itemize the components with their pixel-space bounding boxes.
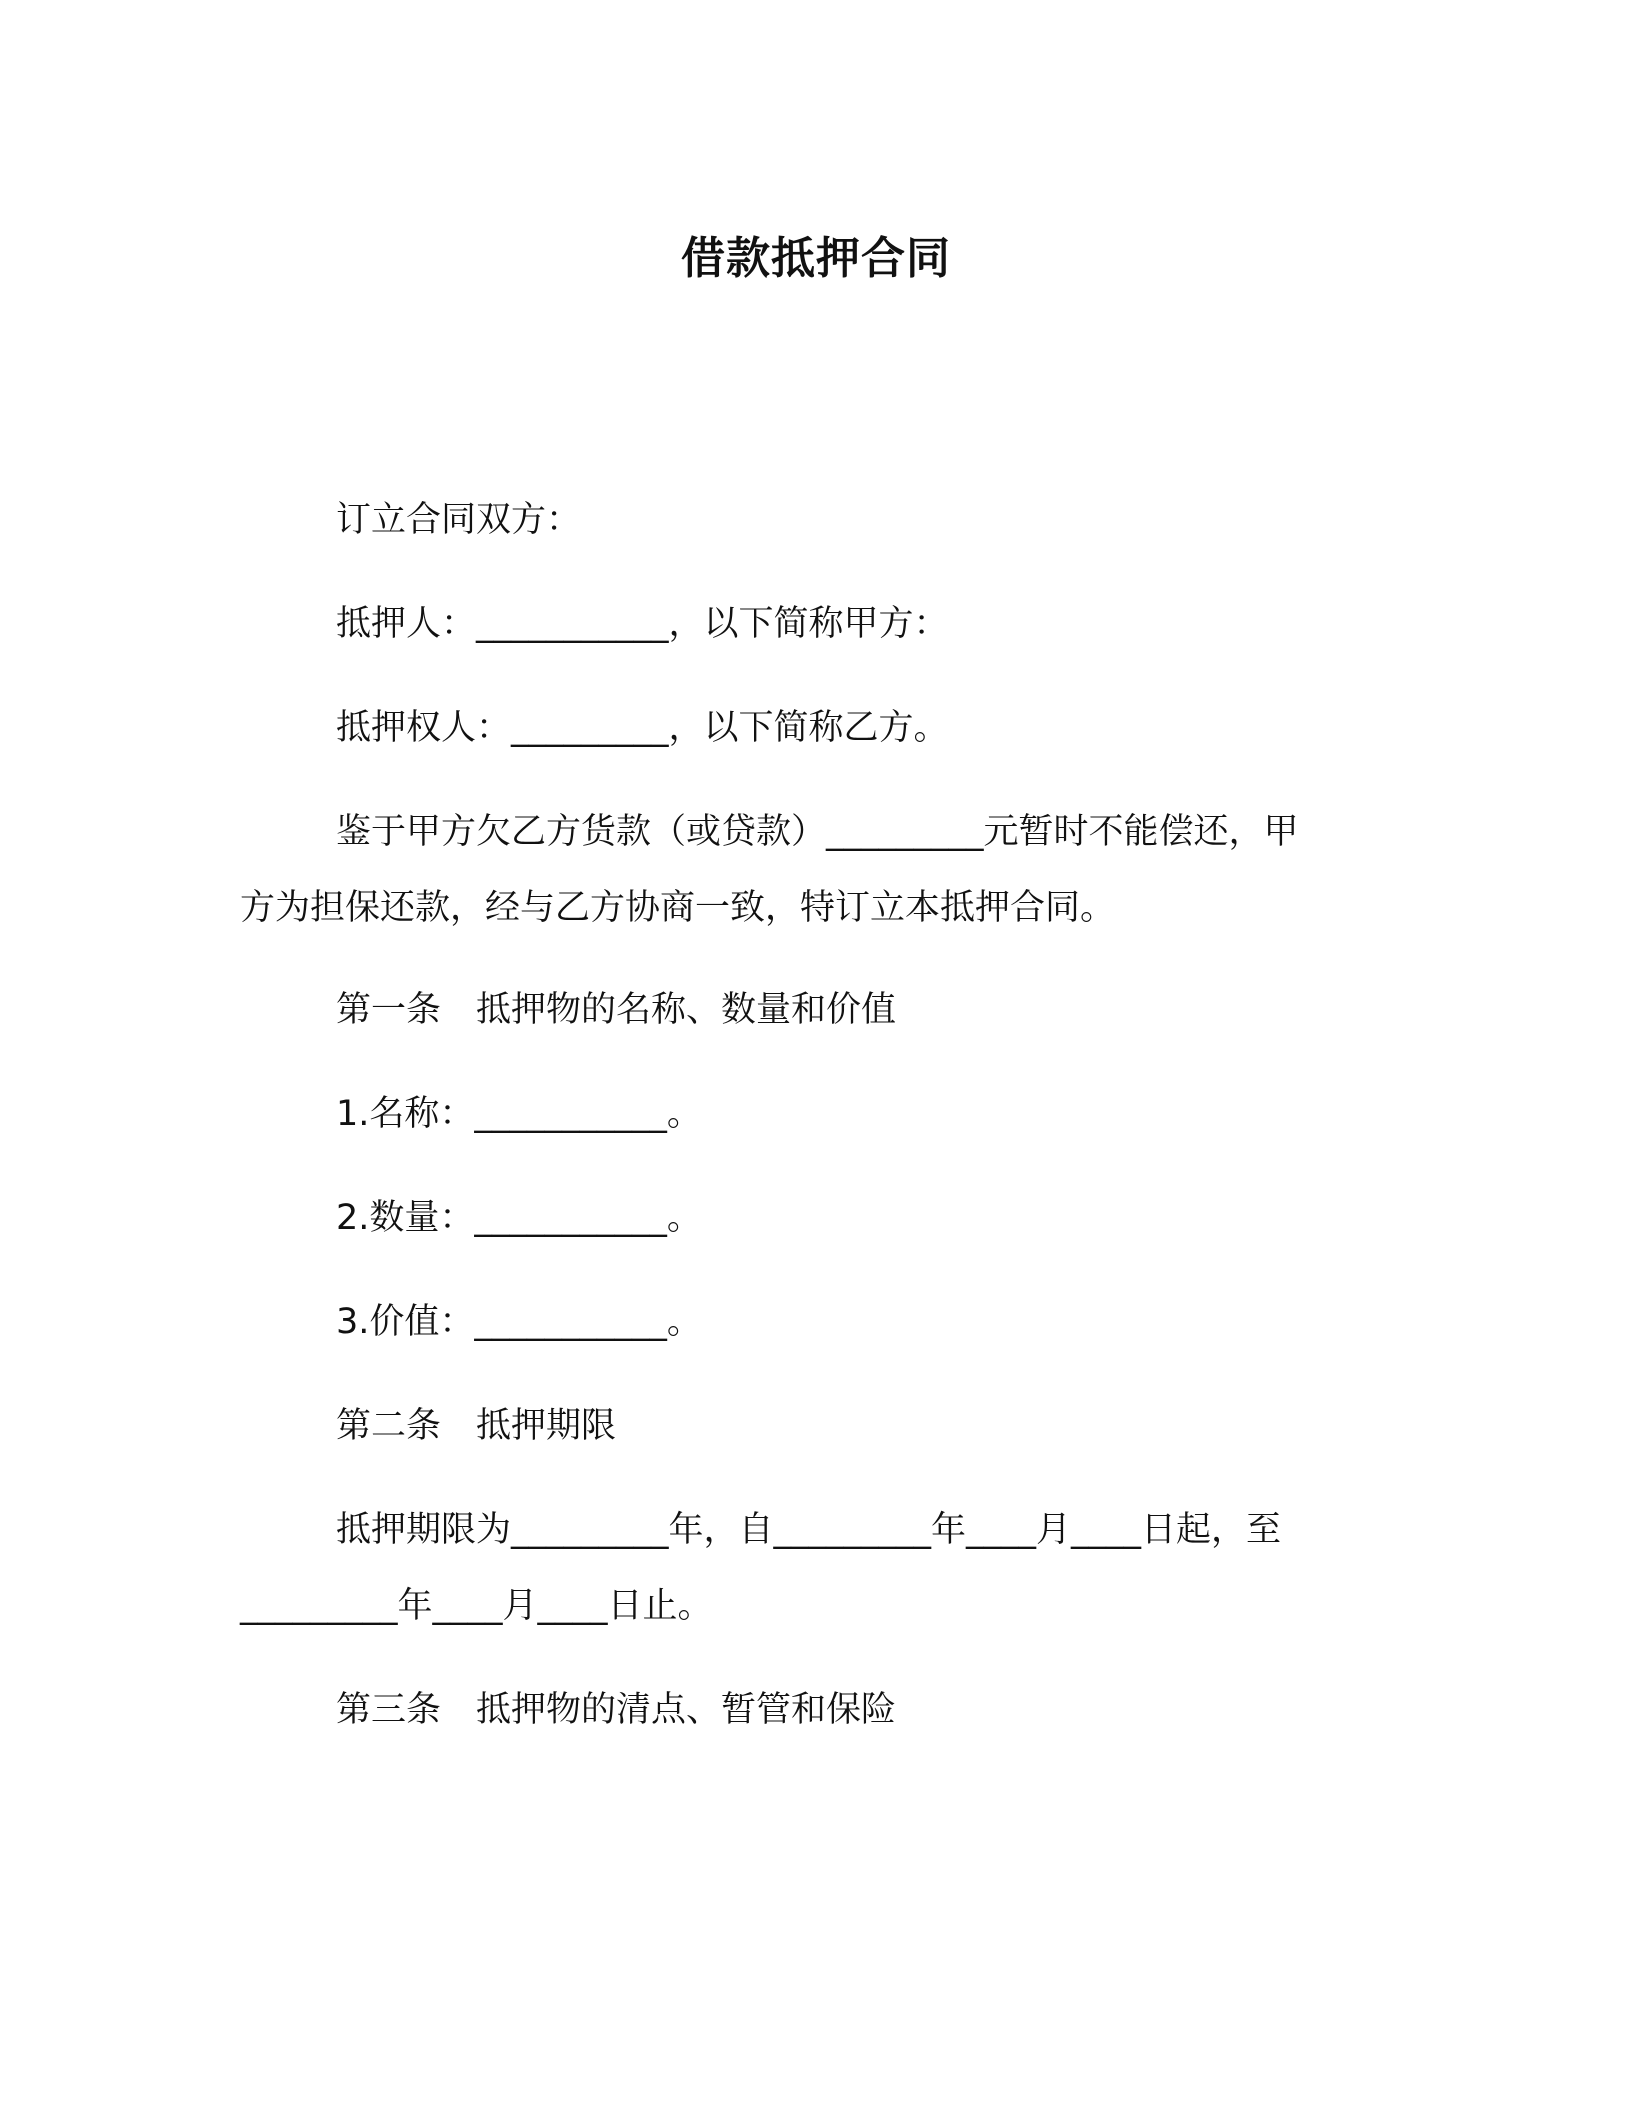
article-1-item-name: 1.名称：___________。 [336,1094,702,1134]
mortgagee-line: 抵押权人：_________，以下简称乙方。 [336,708,949,748]
preamble-line-2: 方为担保还款，经与乙方协商一致，特订立本抵押合同。 [240,888,1116,928]
preamble-line-1: 鉴于甲方欠乙方货款（或贷款）_________元暂时不能偿还，甲 [336,812,1299,852]
article-1-item-quantity: 2.数量：___________。 [336,1198,702,1238]
parties-heading: 订立合同双方： [336,500,582,540]
document-title: 借款抵押合同 [681,233,951,284]
article-3-heading: 第三条 抵押物的清点、暂管和保险 [336,1690,897,1730]
document-body [240,0,1352,2112]
article-1-item-value: 3.价值：___________。 [336,1302,702,1342]
article-2-line-2: _________年____月____日止。 [240,1586,713,1626]
article-2-line-1: 抵押期限为_________年，自_________年____月____日起，至 [336,1510,1282,1550]
article-2-heading: 第二条 抵押期限 [336,1406,617,1446]
article-1-heading: 第一条 抵押物的名称、数量和价值 [336,990,897,1030]
mortgagor-line: 抵押人：___________，以下简称甲方： [336,604,949,644]
